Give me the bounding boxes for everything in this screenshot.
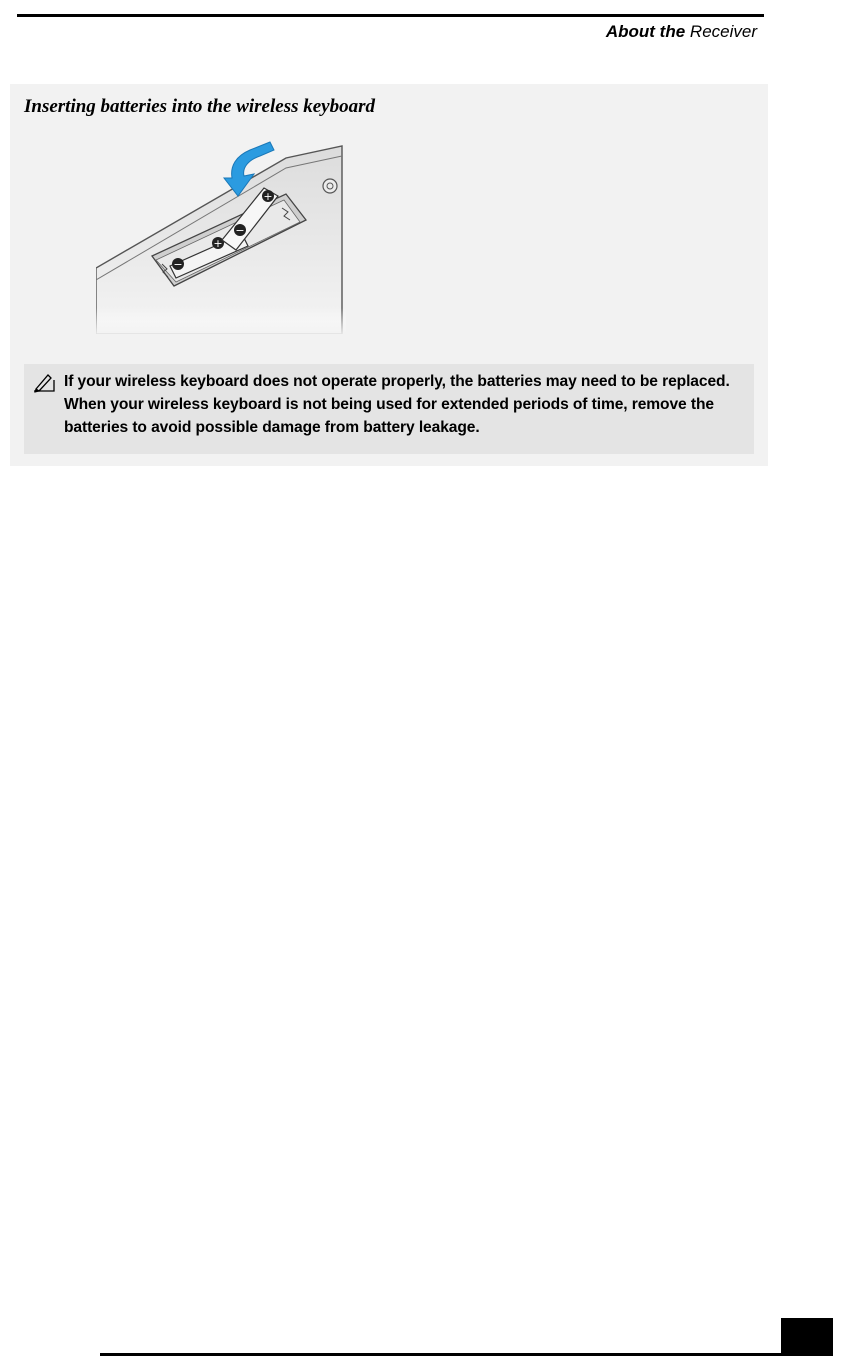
running-header bbox=[606, 22, 757, 42]
header-rule bbox=[17, 14, 764, 17]
running-header-plain: Receiver bbox=[685, 22, 757, 41]
svg-text:−: − bbox=[173, 258, 183, 271]
note-text: If your wireless keyboard does not operate properly, the batteries may need to be replaced. When your wireless keyboard is not being used for extended periods of time, remove the batteries to avoid possible damage from battery leakage. bbox=[64, 373, 730, 436]
page-tab bbox=[781, 1318, 833, 1355]
svg-text:+: + bbox=[213, 237, 223, 250]
footer-rule bbox=[100, 1353, 833, 1356]
svg-text:+: + bbox=[263, 190, 273, 203]
svg-text:−: − bbox=[235, 224, 245, 237]
pen-note-icon bbox=[32, 372, 62, 394]
battery-insertion-illustration bbox=[96, 138, 346, 334]
section-title: Inserting batteries into the wireless keyboard bbox=[24, 96, 375, 117]
running-header-bold: About the bbox=[605, 22, 686, 41]
screw-hole bbox=[323, 179, 337, 193]
